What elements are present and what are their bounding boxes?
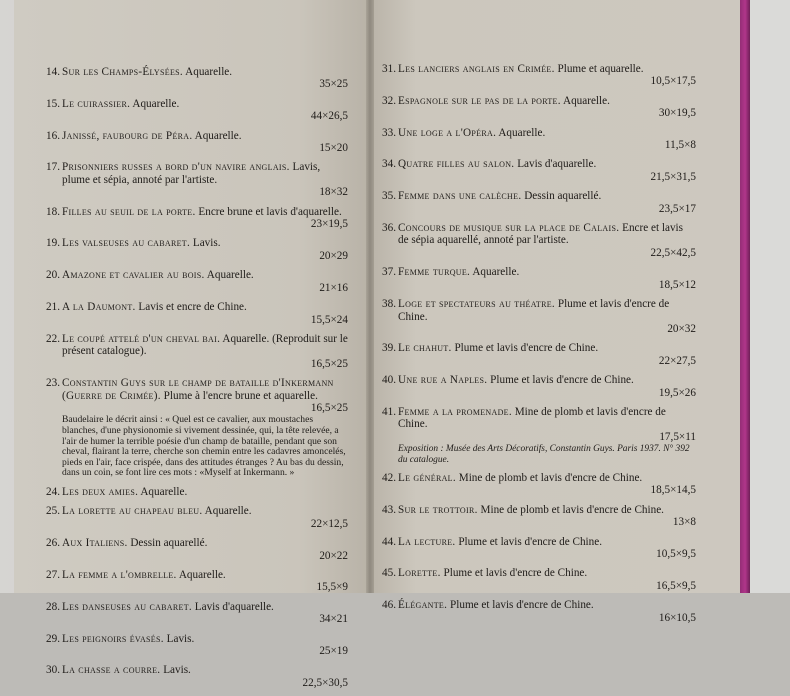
entry-number: 38. — [382, 298, 396, 311]
entry-title: Le cuirassier. — [62, 97, 131, 110]
catalogue-entry — [46, 66, 348, 91]
entry-number: 43. — [382, 503, 396, 516]
entry-number: 17. — [46, 161, 60, 174]
catalogue-entry — [382, 405, 696, 465]
entry-title: Femme dans une calèche. — [398, 190, 522, 203]
catalogue-entry — [382, 503, 696, 529]
entry-medium: Mine de plomb et lavis d'encre de Chine. — [398, 405, 666, 431]
catalogue-entry — [46, 129, 348, 155]
entry-medium: Lavis d'aquarelle. — [514, 158, 597, 171]
catalogue-entry — [46, 332, 348, 370]
entry-medium: Plume et lavis d'encre de Chine. — [455, 535, 602, 548]
entry-dimensions: 44×26,5 — [310, 110, 348, 123]
entry-title: Le général. — [398, 471, 456, 484]
entry-dimensions: 22×12,5 — [310, 517, 348, 530]
catalogue-entry — [382, 222, 696, 259]
entry-dimensions: 16,5×9,5 — [656, 579, 696, 592]
entry-medium: Dessin aquarellé. — [127, 537, 208, 550]
entry-medium: Aquarelle. — [204, 269, 254, 282]
entry-number: 33. — [382, 126, 396, 139]
entry-dimensions: 18,5×12 — [658, 278, 696, 291]
entry-number: 40. — [382, 374, 396, 387]
entry-number: 28. — [46, 600, 60, 613]
catalogue-entry — [382, 94, 696, 120]
entry-medium: Lavis. — [163, 632, 195, 645]
catalogue-entry — [382, 158, 696, 183]
entry-number: 25. — [46, 505, 60, 518]
entry-number: 18. — [46, 205, 60, 218]
entry-medium: Lavis et encre de Chine. — [135, 301, 247, 314]
entry-title: Prisonniers russes a bord d'un navire anglais. — [62, 161, 290, 174]
entry-dimensions: 23,5×17 — [658, 202, 696, 215]
entry-number: 31. — [382, 63, 396, 75]
entry-number: 23. — [46, 377, 60, 390]
entry-title: La lecture. — [398, 535, 456, 548]
entry-title: Lorette. — [398, 567, 441, 580]
catalogue-entry — [46, 161, 348, 199]
catalogue-entry — [46, 600, 348, 626]
entry-dimensions: 18×32 — [319, 186, 348, 199]
entry-number: 24. — [46, 485, 60, 498]
entry-number: 42. — [382, 471, 396, 484]
entry-title: Le coupé attelé d'un cheval bai. — [62, 332, 221, 345]
entry-dimensions: 19,5×26 — [658, 386, 696, 399]
entry-number: 46. — [382, 599, 396, 612]
entry-title: Amazone et cavalier au bois. — [62, 269, 205, 282]
entry-number: 37. — [382, 266, 396, 279]
entry-dimensions: 20×32 — [667, 322, 696, 335]
catalogue-entry — [46, 97, 348, 123]
entry-medium: Aquarelle. — [496, 126, 546, 139]
entry-number: 35. — [382, 190, 396, 203]
entry-dimensions: 20×22 — [319, 549, 348, 562]
catalogue-entry — [382, 298, 696, 335]
entry-title: Une loge a l'Opéra. — [398, 126, 497, 139]
right-page-catalogue-list — [382, 63, 696, 631]
catalogue-entry — [46, 485, 348, 498]
entry-title: Femme a la promenade. — [398, 405, 512, 418]
entry-medium: Aquarelle. — [560, 94, 610, 107]
catalogue-entry — [382, 374, 696, 399]
catalogue-entry — [382, 126, 696, 152]
entry-number: 16. — [46, 129, 60, 142]
entry-number: 15. — [46, 97, 60, 110]
left-page-catalogue-list — [46, 66, 348, 696]
entry-dimensions: 25×19 — [319, 644, 348, 657]
entry-title: Les deux amies. — [62, 485, 139, 498]
entry-number: 36. — [382, 222, 396, 235]
entry-title: Les lanciers anglais en Crimée. — [398, 63, 555, 75]
entry-medium: Plume à l'encre brune et aquarelle. — [160, 389, 318, 402]
catalogue-entry — [382, 190, 696, 215]
catalogue-entry — [382, 342, 696, 367]
entry-medium: Aquarelle. — [138, 485, 188, 498]
entry-number: 34. — [382, 158, 396, 171]
entry-medium: Plume et lavis d'encre de Chine. — [398, 298, 670, 323]
entry-number: 27. — [46, 568, 60, 581]
entry-title: Sur les Champs-Élysées. — [62, 66, 183, 78]
entry-number: 41. — [382, 405, 396, 418]
entry-medium: Aquarelle. — [176, 568, 226, 581]
entry-dimensions: 21,5×31,5 — [650, 170, 696, 183]
entry-title: A la Daumont. — [62, 301, 136, 314]
entry-title: Loge et spectateurs au théatre. — [398, 298, 556, 311]
catalogue-entry — [46, 377, 348, 479]
entry-dimensions: 23×19,5 — [310, 218, 348, 231]
entry-number: 22. — [46, 332, 60, 345]
catalogue-entry — [46, 269, 348, 294]
entry-dimensions: 16×10,5 — [658, 611, 696, 624]
entry-title: La lorette au chapeau bleu. — [62, 505, 203, 518]
entry-medium: Plume et lavis d'encre de Chine. — [447, 599, 594, 612]
entry-dimensions: 35×25 — [319, 78, 348, 91]
entry-dimensions: 15,5×9 — [316, 581, 348, 594]
entry-medium: Aquarelle. (Reproduit sur le présent catalogue). — [62, 332, 348, 358]
entry-medium: Encre et lavis de sépia aquarellé, annoté par l'artiste. — [398, 222, 684, 247]
entry-medium: Lavis d'aquarelle. — [191, 600, 274, 613]
catalogue-entry — [46, 301, 348, 326]
entry-dimensions: 16,5×25 — [310, 401, 348, 414]
entry-number: 45. — [382, 567, 396, 580]
catalogue-entry — [46, 632, 348, 658]
entry-title: Janissé, faubourg de Péra. — [62, 129, 193, 142]
catalogue-entry — [46, 568, 348, 594]
entry-medium: Dessin aquarellé. — [521, 190, 602, 203]
entry-title: Sur le trottoir. — [398, 503, 478, 516]
entry-number: 29. — [46, 632, 60, 645]
entry-dimensions: 11,5×8 — [664, 139, 696, 152]
entry-dimensions: 18,5×14,5 — [650, 484, 696, 497]
catalogue-entry — [382, 599, 696, 624]
entry-medium: Encre brune et lavis d'aquarelle. — [195, 205, 342, 218]
entry-dimensions: 34×21 — [319, 613, 348, 626]
entry-dimensions: 15,5×24 — [310, 313, 348, 326]
catalogue-entry — [46, 237, 348, 262]
catalogue-entry — [382, 63, 696, 88]
entry-title: Une rue a Naples. — [398, 374, 488, 387]
entry-dimensions: 22,5×42,5 — [650, 246, 696, 259]
entry-medium: Plume et lavis d'encre de Chine. — [451, 342, 599, 355]
entry-number: 30. — [46, 664, 60, 677]
catalogue-entry — [46, 664, 348, 689]
entry-dimensions: 17,5×11 — [659, 430, 696, 443]
entry-number: 14. — [46, 66, 60, 78]
catalogue-entry — [382, 567, 696, 592]
catalogue-entry — [382, 535, 696, 561]
book-gutter — [366, 0, 374, 593]
entry-title: Le chahut. — [398, 342, 452, 355]
entry-medium: Lavis. — [190, 237, 221, 250]
entry-title: La chasse a courre. — [62, 664, 161, 677]
entry-title: La femme a l'ombrelle. — [62, 568, 177, 581]
entry-quote-note: Baudelaire le décrit ainsi : « Quel est ce cavalier, aux moustaches blanches, d'une physionomie si vivement dessinée, qui, la tête relevée, a l'air de humer la terrible poésie d'un champ de bataille, pendant que son cheval, flairant la terre, cherche son chemin entre les cadavres amoncelés, pieds en l'air, face crispée, dans des attitudes étranges ? Au bas du dessin, dans un coin, se font lire ces mots : «Myself at Inkermann. » — [62, 414, 346, 479]
catalogue-entry — [382, 266, 696, 291]
entry-medium: Aquarelle. — [182, 66, 233, 78]
entry-medium: Plume et aquarelle. — [554, 63, 644, 75]
entry-number: 19. — [46, 237, 60, 250]
entry-title: Espagnole sur le pas de la porte. — [398, 94, 561, 107]
entry-dimensions: 15×20 — [319, 142, 348, 155]
entry-title: Élégante. — [398, 599, 448, 612]
entry-title: Les peignoirs évasés. — [62, 632, 164, 645]
entry-title: Femme turque. — [398, 266, 471, 279]
entry-medium: Plume et lavis d'encre de Chine. — [440, 567, 588, 580]
entry-dimensions: 22,5×30,5 — [302, 676, 348, 689]
entry-dimensions: 16,5×25 — [310, 357, 348, 370]
catalogue-entry — [382, 471, 696, 497]
entry-medium: Lavis. — [160, 664, 191, 677]
entry-dimensions: 30×19,5 — [658, 107, 696, 120]
entry-title: Constantin Guys sur le champ de bataille d'Inkermann (Guerre de Crimée). — [62, 377, 334, 402]
entry-title: Concours de musique sur la place de Calais. — [398, 222, 620, 235]
entry-medium: Lavis, plume et sépia, annoté par l'artiste. — [62, 161, 321, 186]
entry-dimensions: 21×16 — [319, 281, 348, 294]
entry-number: 44. — [382, 535, 396, 548]
entry-medium: Mine de plomb et lavis d'encre de Chine. — [455, 471, 643, 484]
entry-dimensions: 10,5×9,5 — [656, 548, 696, 560]
entry-medium: Aquarelle. — [202, 505, 252, 518]
entry-medium: Aquarelle. — [192, 129, 242, 142]
entry-title: Les danseuses au cabaret. — [62, 600, 192, 613]
background-right — [748, 0, 790, 593]
entry-title: Aux Italiens. — [62, 537, 128, 550]
entry-medium: Aquarelle. — [130, 97, 180, 110]
entry-number: 21. — [46, 301, 60, 314]
entry-dimensions: 13×8 — [672, 516, 696, 529]
entry-dimensions: 22×27,5 — [658, 354, 696, 367]
entry-exhibition-note: Exposition : Musée des Arts Décoratifs, Constantin Guys. Paris 1937. N° 392 du catalogue. — [398, 444, 690, 465]
entry-title: Les valseuses au cabaret. — [62, 237, 191, 250]
entry-number: 26. — [46, 537, 60, 550]
catalogue-entry — [46, 505, 348, 530]
entry-number: 20. — [46, 269, 60, 282]
entry-medium: Aquarelle. — [470, 266, 520, 279]
entry-medium: Plume et lavis d'encre de Chine. — [487, 374, 634, 387]
catalogue-entry — [46, 205, 348, 231]
entry-title: Quatre filles au salon. — [398, 158, 515, 171]
entry-dimensions: 10,5×17,5 — [650, 75, 696, 88]
entry-dimensions: 20×29 — [319, 249, 348, 262]
entry-medium: Mine de plomb et lavis d'encre de Chine. — [477, 503, 664, 516]
catalogue-entry — [46, 537, 348, 562]
entry-number: 32. — [382, 94, 396, 107]
entry-number: 39. — [382, 342, 396, 355]
entry-title: Filles au seuil de la porte. — [62, 205, 196, 218]
